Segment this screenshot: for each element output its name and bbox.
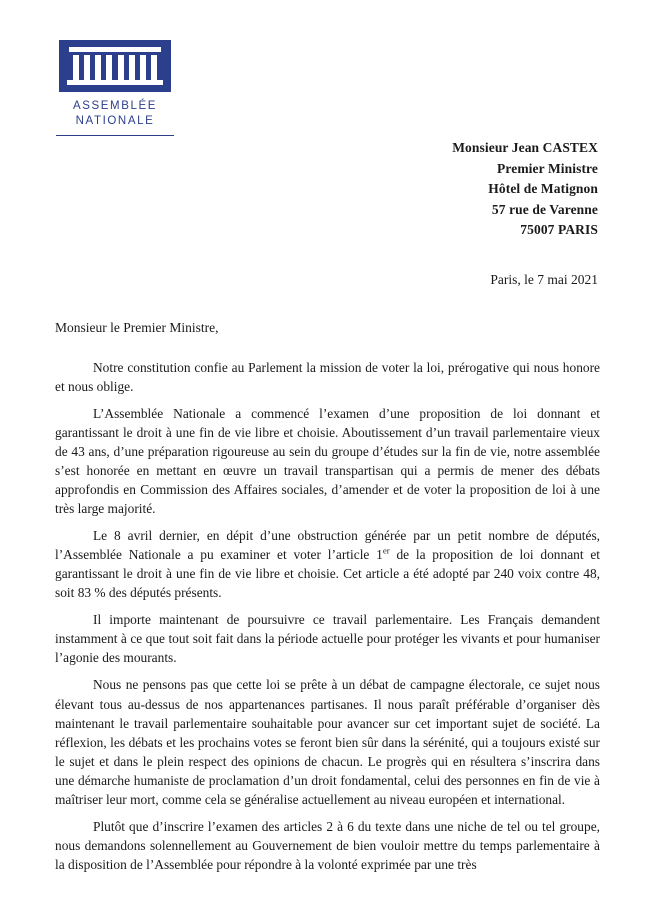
letter-body bbox=[55, 358, 600, 874]
address-line-2: Premier Ministre bbox=[497, 160, 598, 176]
body-paragraph-3-superscript: er bbox=[382, 545, 390, 556]
body-paragraph-4: Il importe maintenant de poursuivre ce travail parlementaire. Les Français demandent instamment à ce que tout soit fait dans la période actuelle pour protéger les vivants et pour humaniser l’agonie des mourants. bbox=[55, 612, 600, 666]
recipient-address bbox=[452, 138, 598, 241]
address-line-3: Hôtel de Matignon bbox=[488, 181, 598, 197]
logo-roof-shape bbox=[69, 47, 161, 52]
logo-wordmark-line1: ASSEMBLÉE bbox=[72, 100, 158, 112]
address-line-5: 75007 PARIS bbox=[520, 222, 598, 238]
body-paragraph-2: L’Assemblée Nationale a commencé l’examen d’une proposition de loi donnant et garantissant le droit à une fin de vie libre et choisie. Aboutissement d’un travail parlementaire vieux de 43 ans, d’une préparation rigoureuse au sein du groupe d’études sur la fin de vie, notre assemblée s’est honorée en mettant en œuvre un travail transpartisan qui a permis de mener des débats approfondis en Commission des Affaires sociales, d’amender et de voter la proposition de loi à une très large majorité. bbox=[55, 406, 600, 517]
assemblee-nationale-logo bbox=[55, 40, 175, 136]
body-paragraph-3-after: de la proposition de loi donnant et garantissant le droit à une fin de vie libre et choisie. Cet article a été adopté par 240 voix contre 48, soit 83 % des députés présents. bbox=[55, 547, 600, 601]
date-line: Paris, le 7 mai 2021 bbox=[490, 272, 598, 287]
logo-wordmark bbox=[55, 99, 175, 129]
body-paragraph-5: Nous ne pensons pas que cette loi se prête à un débat de campagne électorale, ce sujet nous élevant tous au-dessus de nos appartenances partisanes. Il nous paraît préférable d’organiser dès maintenant le travail parlementaire souhaitable pour avancer sur cet important sujet de société. La réflexion, les débats et les prochains votes se feront bien sûr dans la sérénité, qui a toujours existé sur le sujet et dans le plein respect des opinions de chacun. Le progrès qui en résultera s’inscrira dans une démarche humaniste de proclamation d’un droit fondamental, celui des personnes en fin de vie à maîtriser leur mort, comme cela se généralise actuellement au niveau européen et international. bbox=[55, 677, 600, 807]
salutation: Monsieur le Premier Ministre, bbox=[55, 320, 219, 335]
logo-columns-shape bbox=[73, 55, 157, 81]
logo-divider bbox=[56, 135, 174, 136]
body-paragraph-6: Plutôt que d’inscrire l’examen des articles 2 à 6 du texte dans une niche de tel ou tel groupe, nous demandons solennellement au Gouvernement de bien vouloir mettre du temps parlementaire à la disposition de l’Assemblée pour répondre à la volonté exprimée par une très bbox=[55, 818, 600, 872]
logo-wordmark-line2: NATIONALE bbox=[75, 115, 155, 128]
address-line-1: Monsieur Jean CASTEX bbox=[452, 140, 598, 155]
body-paragraph-1: Notre constitution confie au Parlement la mission de voter la loi, prérogative qui nous honore et nous oblige. bbox=[55, 360, 600, 395]
body-paragraph-3-before: Le 8 avril dernier, en dépit d’une obstruction générée par un petit nombre de députés, l’Assemblée Nationale a pu examiner et voter l’article 1 bbox=[55, 528, 600, 563]
assemblee-nationale-logo-icon bbox=[59, 40, 171, 92]
body-paragraph-3 bbox=[55, 526, 600, 602]
address-line-4: 57 rue de Varenne bbox=[491, 201, 598, 217]
logo-base-shape bbox=[67, 80, 163, 85]
